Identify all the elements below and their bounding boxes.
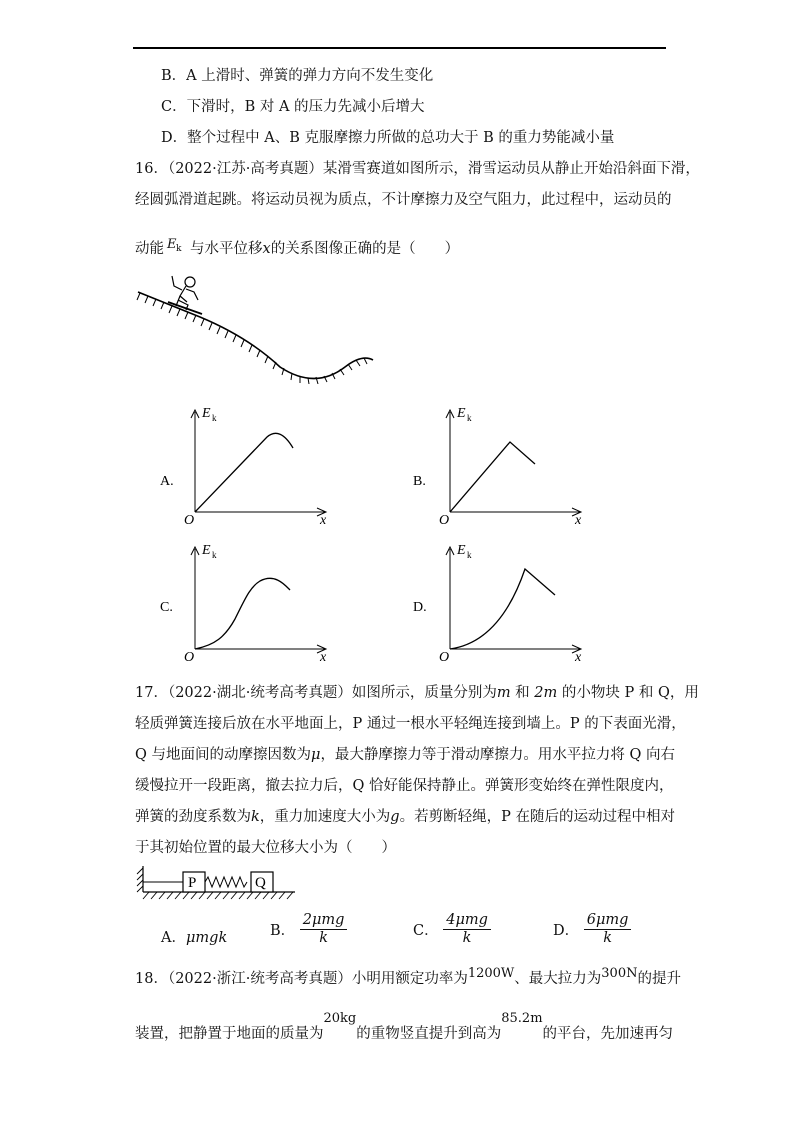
q18-stem-line1: 18．（2022·浙江·统考高考真题）小明用额定功率为1200W、最大拉力为300N的提升: [135, 966, 681, 987]
graph-a: [150, 400, 340, 525]
q17-option-d: D． $\frac{\text{6μmg}}{k}$: [553, 912, 631, 947]
svg-text:k: k: [467, 550, 472, 560]
svg-text:k: k: [467, 413, 472, 423]
spring-blocks-figure: [135, 862, 305, 904]
graph-b-curve: [450, 442, 535, 512]
x-variable: x: [262, 241, 271, 257]
graph-d: [405, 537, 595, 662]
top-rule: [133, 47, 666, 49]
q15-option-b: B．A 上滑时、弹簧的弹力方向不发生变化: [161, 68, 434, 84]
graph-c-curve: [195, 578, 290, 649]
ek-symbol: E: [167, 237, 177, 252]
q18-stem-line2: 装置，把静置于地面的质量为20kg的重物竖直提升到高为85.2m的平台，先加速再匀: [135, 1011, 674, 1042]
graph-d-label: D.: [413, 600, 427, 615]
svg-text:E: E: [457, 406, 466, 421]
svg-text:k: k: [212, 413, 217, 423]
svg-text:x: x: [575, 513, 582, 525]
graph-b: [405, 400, 595, 525]
svg-text:O: O: [439, 650, 450, 662]
svg-text:x: x: [320, 650, 327, 662]
graph-a-curve: [195, 433, 293, 512]
q17-option-c: C． $\frac{\text{4μmg}}{k}$: [413, 912, 491, 947]
svg-text:O: O: [184, 513, 195, 525]
q17-option-b: B． $\frac{\text{2μmg}}{k}$: [270, 912, 347, 947]
svg-text:E: E: [202, 406, 211, 421]
svg-text:k: k: [212, 550, 217, 560]
q17-stem-line6: 于其初始位置的最大位移大小为（ ）: [135, 840, 396, 856]
spring-icon: [205, 877, 247, 887]
graph-d-curve: [450, 569, 555, 649]
q15-option-d: D．整个过程中 A、B 克服摩擦力所做的总功大于 B 的重力势能减小量: [161, 130, 615, 146]
svg-text:x: x: [320, 513, 327, 525]
q17-stem-line2: 轻质弹簧连接后放在水平地面上，P 通过一根水平轻绳连接到墙上。P 的下表面光滑，: [135, 716, 686, 732]
svg-text:E: E: [457, 543, 466, 558]
svg-text:O: O: [184, 650, 195, 662]
q16-stem-line1: 16．（2022·江苏·高考真题）某滑雪赛道如图所示，滑雪运动员从静止开始沿斜面下滑，: [135, 161, 700, 177]
q16-stem-line3: 动能 E k 与水平位移x的关系图像正确的是（ ）: [135, 237, 460, 257]
graph-c: [150, 537, 340, 662]
q17-stem-line3: Q 与地面间的动摩擦因数为μ，最大静摩擦力等于滑动摩擦力。用水平拉力将 Q 向右: [135, 747, 676, 763]
ski-slope-figure: [130, 272, 380, 384]
q17-option-a: A．μmgk: [161, 930, 228, 946]
svg-text:P: P: [188, 875, 197, 891]
svg-text:O: O: [439, 513, 450, 525]
q15-option-c: C．下滑时，B 对 A 的压力先减小后增大: [161, 99, 425, 115]
svg-text:Q: Q: [255, 875, 266, 891]
graph-a-label: A.: [160, 474, 174, 489]
q17-stem-line5: 弹簧的劲度系数为k，重力加速度大小为g。若剪断轻绳，P 在随后的运动过程中相对: [135, 809, 675, 825]
svg-text:x: x: [575, 650, 582, 662]
graph-b-label: B.: [413, 474, 426, 489]
q16-stem-line2: 经圆弧滑道起跳。将运动员视为质点，不计摩擦力及空气阻力，此过程中，运动员的: [135, 192, 672, 208]
graph-c-label: C.: [160, 600, 173, 615]
q17-stem-line4: 缓慢拉开一段距离，撤去拉力后，Q 恰好能保持静止。弹簧形变始终在弹性限度内，: [135, 778, 674, 794]
svg-text:E: E: [202, 543, 211, 558]
q17-stem-line1: 17．（2022·湖北·统考高考真题）如图所示，质量分别为m 和 2m 的小物块 P 和 Q，用: [135, 685, 699, 701]
skier-icon: [168, 276, 202, 314]
